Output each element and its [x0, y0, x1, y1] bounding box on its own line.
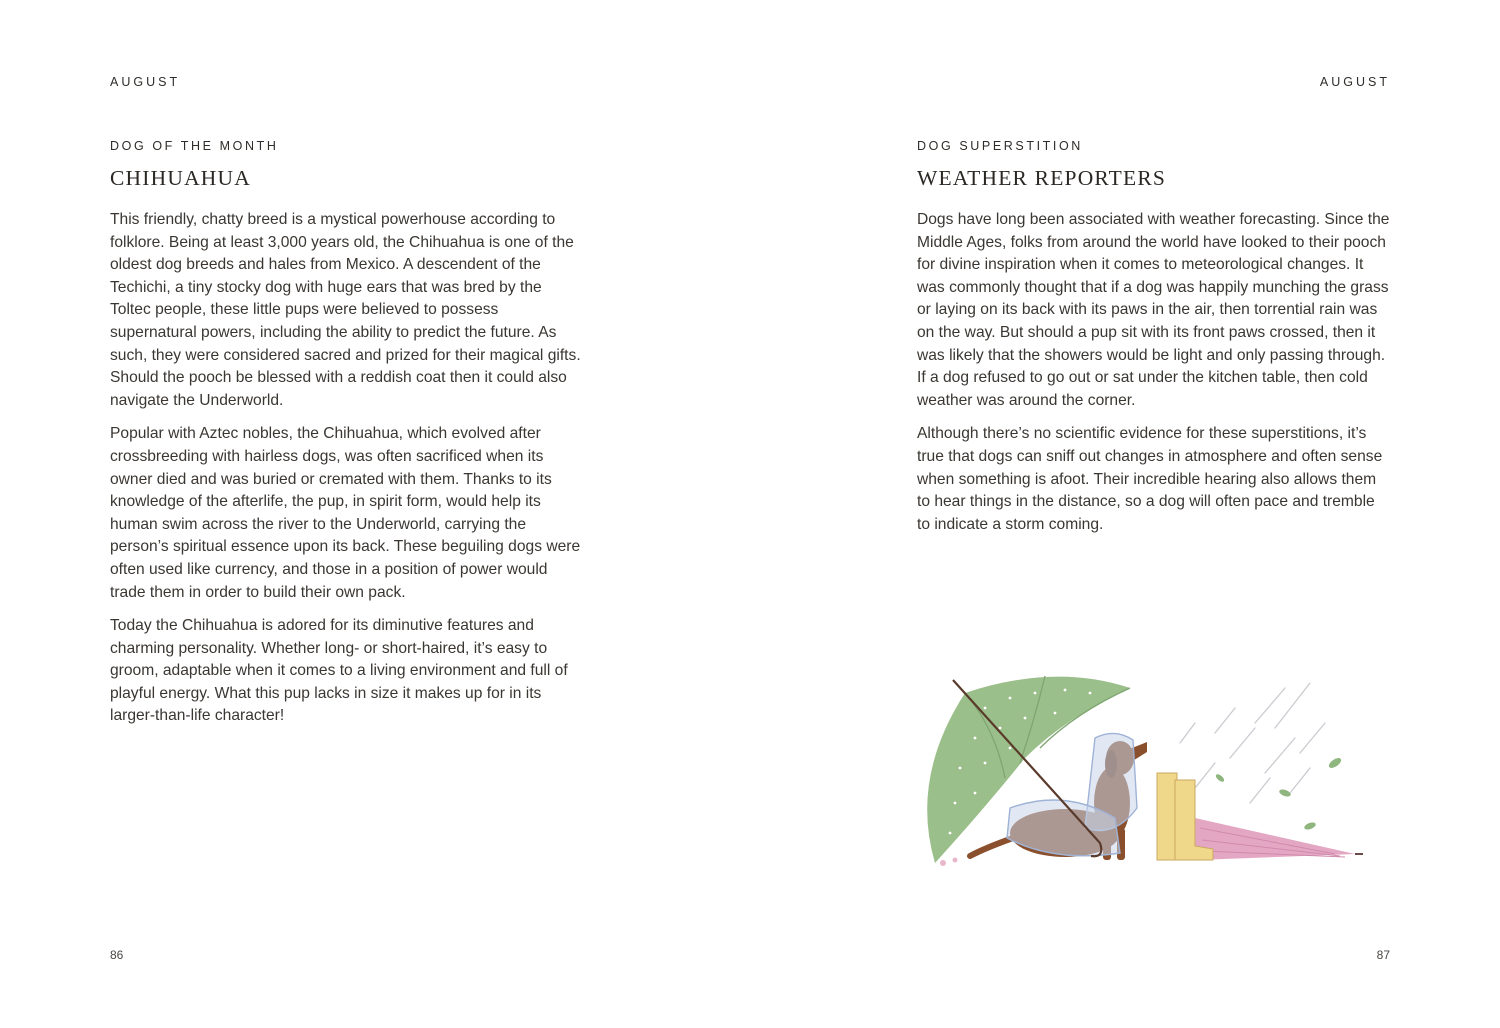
section-kicker: DOG SUPERSTITION — [917, 139, 1083, 153]
right-page — [750, 0, 1500, 1028]
page-number: 86 — [110, 948, 124, 962]
flowers — [940, 858, 958, 867]
dog-umbrella-illustration — [915, 668, 1365, 873]
page-number: 87 — [1376, 948, 1390, 962]
rain-streaks — [1180, 683, 1325, 803]
paragraph: Although there’s no scientific evidence for these superstitions, it’s true that dogs can sniff out changes in atmosphere and often sense when something is afoot. Their incredible hearing also allows them to hear things in the distance, so a dog will often pace and tremble to indicate a storm coming. — [917, 425, 1383, 533]
paragraph: This friendly, chatty breed is a mystical powerhouse according to folklore. Being at least 3,000 years old, the Chihuahua is one of the oldest dog breeds and hales from Mexico. A descendent of the Techichi, a tiny stocky dog with huge ears that was bred by the Toltec people, these little pups were believed to possess supernatural powers, including the ability to predict the future. As such, they were considered sacred and prized for their magical gifts. Should the pooch be blessed with a reddish coat then it could also navigate the Underworld. — [110, 211, 581, 409]
running-head: AUGUST — [110, 75, 181, 89]
running-head: AUGUST — [1319, 75, 1390, 89]
article-heading: CHIHUAHUA — [110, 166, 251, 190]
paragraph: Dogs have long been associated with weather forecasting. Since the Middle Ages, folks from around the world have looked to their pooch for divine inspiration when it comes to meteorological changes. It was commonly thought that if a dog was happily munching the grass or laying on its back with its paws in the air, then torrential rain was on the way. But should a pup sit with its front paws crossed, then it was likely that the showers would be light and only passing through. If a dog refused to go out or sat under the kitchen table, then cold weather was around the corner. — [917, 211, 1390, 409]
paragraph: Today the Chihuahua is adored for its diminutive features and charming personality. Whether long- or short-haired, it’s easy to groom, adaptable when it comes to a living environment and full of playful energy. What this pup lacks in size it makes up for in its larger-than-life character! — [110, 617, 568, 725]
article-body — [110, 209, 585, 739]
article-body — [917, 209, 1392, 547]
section-kicker: DOG OF THE MONTH — [110, 139, 279, 153]
leaves — [1215, 756, 1343, 831]
paragraph: Popular with Aztec nobles, the Chihuahua, which evolved after crossbreeding with hairless dogs, was often sacrificed when its owner died and was buried or cremated with them. Thanks to its knowledge of the afterlife, the pup, in spirit form, would help its human swim across the river to the Underworld, carrying the person’s spiritual essence upon its back. These beguiling dogs were often used like currency, and those in a position of power would trade them in order to build their own pack. — [110, 425, 581, 601]
article-heading: WEATHER REPORTERS — [917, 166, 1167, 190]
